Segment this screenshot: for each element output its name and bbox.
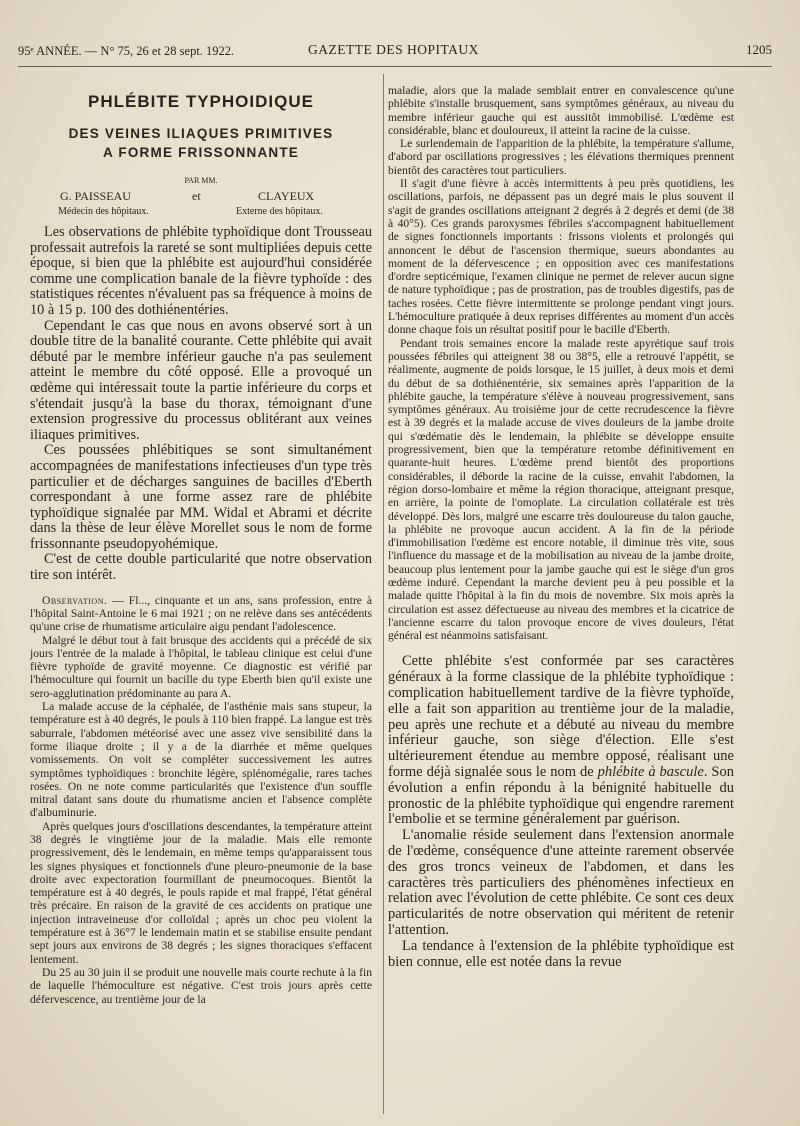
- author-role-1: Médecin des hôpitaux.: [58, 206, 149, 217]
- intro-paragraph: Cependant le cas que nous en avons observé sort à un double titre de la banalité courante. Cette phlébite qui avait débuté par le membre inférieur gauche n'a pas seulement atteint le membre du côté opposé. Elle a provoqué un œdème qui intéressait toute la partie inférieure du corps et s'étendait jusqu'à la base du thorax, témoignant d'une extension progressive du processus oblitérant aux veines iliaques primitives.: [30, 317, 372, 443]
- observation-paragraph: Du 25 au 30 juin il se produit une nouvelle mais courte rechute à la fin de laquelle l'hémoculture est négative. C'est trois jours après cette défervescence, au trentième jour de la: [30, 965, 372, 1006]
- article-title: PHLÉBITE TYPHOIDIQUE: [88, 92, 314, 111]
- discussion-text: . Son évolution a enfin répondu à la bénignité habituelle du pronostic de la phlébite typhoïdique qui engendre rarement l'embolie et se termine généralement par guérison.: [388, 764, 734, 828]
- authors-block: [30, 189, 372, 223]
- header-rule: [18, 66, 772, 67]
- author-conjunction: et: [192, 189, 201, 203]
- observation: [30, 594, 372, 1006]
- intro-paragraph: Ces poussées phlébitiques se sont simultanément accompagnées de manifestations infectieuses d'un type très particulier et de décharges sanguines de bacilles d'Eberth correspondant à une forme assez rare de phlébite typhoïdique signalée par MM. Widal et Abrami et décrite dans la thèse de leur élève Morellet sous le nom de forme frissonnante pseudopyohémique.: [30, 442, 372, 552]
- observation-paragraph: [30, 594, 372, 634]
- right-column: [388, 84, 734, 970]
- intro-paragraph: Les observations de phlébite typhoïdique dont Trousseau professait autrefois la rareté se sont multipliées depuis cette époque, si bien que la phlébite est aujourd'hui considérée comme une complication banale de la fièvre typhoïde : des statistiques récentes n'évaluent pas sa fréquence à moins de 10 à 15 p. 100 des dothiénentéries.: [30, 224, 372, 318]
- issue-info: 95ᵉ ANNÉE. — N° 75, 26 et 28 sept. 1922.: [18, 44, 235, 58]
- intro-paragraph: C'est de cette double particularité que notre observation tire son intérêt.: [30, 551, 372, 584]
- author-paisseau: G. PAISSEAU: [60, 189, 131, 203]
- observation-paragraph: Pendant trois semaines encore la malade reste apyrétique sauf trois poussées fébriles qui atteignent 38 ou 38°5, elle a retrouvé l'appétit, se réalimente, augmente de poids lorsque, le 15 juillet, à deux mois et demi du début de sa dothiénentérie, six semaines après l'apparition de la phlébite gauche, la température s'élève à nouveau progressivement, sans symptômes généraux. Au troisième jour de cette recrudescence la fièvre est à 39 degrés et la malade accuse de vives douleurs de la jambe droite qui s'œdématie dès le lendemain, la phlébite se développe ensuite progressivement, bien que la température retombe définitivement en quarante-huit heures. L'œdème prend bientôt des proportions considérables, il déborde la racine de la cuisse, envahit l'abdomen, la région dorso-lombaire et même la région thoracique, atteignant presque, en arrière, la pointe de l'omoplate. La circulation collatérale est très développé. Dès lors, malgré une escarre très douloureuse du talon gauche, la phlébite ne provoque aucun accident. A la fin de la période d'immobilisation l'œdème est encore notable, il diminue très vite, sous l'influence du massage et de la mobilisation au niveau de la jambe droite, beaucoup plus lentement pour la jambe gauche qui est le siège d'un gros œdème induré. Cependant la marche devient peu à peu possible et la malade quitte l'hôpital à la fin du mois de novembre. Six mois après la circulation est assez défectueuse au niveau des membres et la cicatrice de l'ancienne escarre du talon provoque encore de vives douleurs, l'état général est néanmoins satisfaisant.: [388, 336, 734, 643]
- author-clayeux: CLAYEUX: [258, 189, 315, 203]
- introduction: [30, 225, 372, 584]
- author-role-2: Externe des hôpitaux.: [236, 206, 323, 217]
- observation-label: Observation.: [42, 593, 108, 607]
- observation-continued: [388, 84, 734, 642]
- page-number: 1205: [746, 42, 772, 57]
- observation-paragraph: Malgré le début tout à fait brusque des accidents qui a précédé de six jours l'entrée de la malade à l'hôpital, le tableau clinique est celui d'une fièvre typhoïde de gravité moyenne. Ce diagnostic est vérifié par l'hémoculture qui fournit un bacille du type Eberth bien qu'il existe une sero-agglutination prédominante au para A.: [30, 633, 372, 700]
- observation-paragraph: Il s'agit d'une fièvre à accès intermittents à peu près quotidiens, les oscillations, parfois, ne dépassent pas un degré mais le plus souvent il s'agit de grandes oscillations atteignant 2 degrés à 2 degrés et demi (de 38 à 40°5). Ces grands paroxysmes fébriles s'accompagnent habituellement de signes fonctionnels importants : frissons violents et prolongés qui annoncent le début de l'ascension thermique, sueurs abondantes au moment de la défervescence ; en opposition avec ces manifestations d'ordre septicémique, l'examen clinique ne permet de relever aucun signe de nature typhoïdique ; pas de prostration, pas de troubles digestifs, pas de taches rosées. Cette fièvre intermittente se prolonge pendant vingt jours. L'hémoculture pratiquée à deux reprises différentes au moment d'un accès donne chaque fois un résultat positif pour le bacille d'Eberth.: [388, 177, 734, 337]
- observation-text: — Fl..., cinquante et un ans, sans profession, entre à l'hôpital Saint-Antoine le 6 mai 1921 ; on ne relève dans ses antécédents qu'une crise de rhumatisme articulaire aigu pendant l'adolescence.: [30, 593, 372, 634]
- observation-paragraph: Après quelques jours d'oscillations descendantes, la température atteint 38 degrés le vingtième jour de la maladie. Mais elle remonte progressivement, dès le lendemain, en même temps qu'apparaissent tous les signes physiques et fonctionnels d'une pleuro-pneumonie de la base droite avec expectoration fourmillant de pneumocoques. Bientôt la température est à 40 degrés, le pouls rapide et mal frappé, l'état général très précaire. En raison de la gravité de ces accidents on pratique une injection intraveineuse d'or colloïdal ; après un choc peu violent la température est à 36°7 le lendemain matin et se stabilise ensuite pendant sept jours aux environs de 38 degrés ; les signes thoraciques s'effacent lentement.: [30, 819, 372, 966]
- article-subtitle-line1: DES VEINES ILIAQUES PRIMITIVES: [68, 126, 334, 141]
- observation-paragraph: La malade accuse de la céphalée, de l'asthénie mais sans stupeur, la température est à 40 degrés, le pouls à 110 bien frappé. La langue est très saburrale, l'abdomen météorisé avec une assez vive sensibilité dans la forme iliaque droite ; il y a de la diarrhée et même quelques vomissements. On voit se compléter successivement les autres symptômes typhoïdiques : bronchite légère, splénomégalie, rares taches rosées. On ne note comme particularités que l'existence d'un souffle mitral datant sans doute du rhumatisme ancien et l'absence complète d'albuminurie.: [30, 700, 372, 820]
- observation-paragraph: maladie, alors que la malade semblait entrer en convalescence qu'une phlébite s'installe brusquement, sans symptômes généraux, au niveau du membre inférieur gauche qui est aussitôt immobilisé. L'œdème est considérable, blanc et douloureux, il atteint la racine de la cuisse.: [388, 84, 734, 137]
- discussion: [388, 654, 734, 970]
- journal-title: GAZETTE DES HOPITAUX: [308, 42, 479, 57]
- discussion-text: Cette phlébite s'est conformée par ses caractères généraux à la forme classique de la phlébite typhoïdique : complication habituellement tardive de la fièvre typhoïde, elle a fait son apparition au trentième jour de la maladie, peu après une rechute et a débuté au niveau du membre inférieur gauche, son siège d'élection. Elle s'est ultérieurement étendue au membre opposé, réalisant une forme déjà signalée sous le nom de: [388, 653, 734, 781]
- discussion-paragraph: [388, 654, 734, 828]
- column-divider: [383, 74, 384, 1114]
- discussion-paragraph: L'anomalie réside seulement dans l'extension anormale de l'œdème, conséquence d'une atteinte rarement observée des gros troncs veineux de l'abdomen, et dans les caractères très particuliers des phénomènes infectieux en relation avec l'évolution de cette phlébite. Ce sont ces deux particularités de notre observation qui méritent de retenir l'attention.: [388, 827, 734, 939]
- observation-paragraph: Le surlendemain de l'apparition de la phlébite, la température s'allume, d'abord par oscillations progressives ; les élévations thermiques prennent bientôt des caractères tout particuliers.: [388, 137, 734, 177]
- running-header: [18, 40, 772, 62]
- term-phlebite-a-bascule: phlébite à bascule: [597, 764, 704, 781]
- discussion-paragraph: La tendance à l'extension de la phlébite typhoïdique est bien connue, elle est notée dans la revue: [388, 937, 734, 970]
- par-mm: PAR MM.: [184, 176, 218, 185]
- article-subtitle-line2: A FORME FRISSONNANTE: [103, 145, 299, 160]
- left-column: [30, 88, 372, 1006]
